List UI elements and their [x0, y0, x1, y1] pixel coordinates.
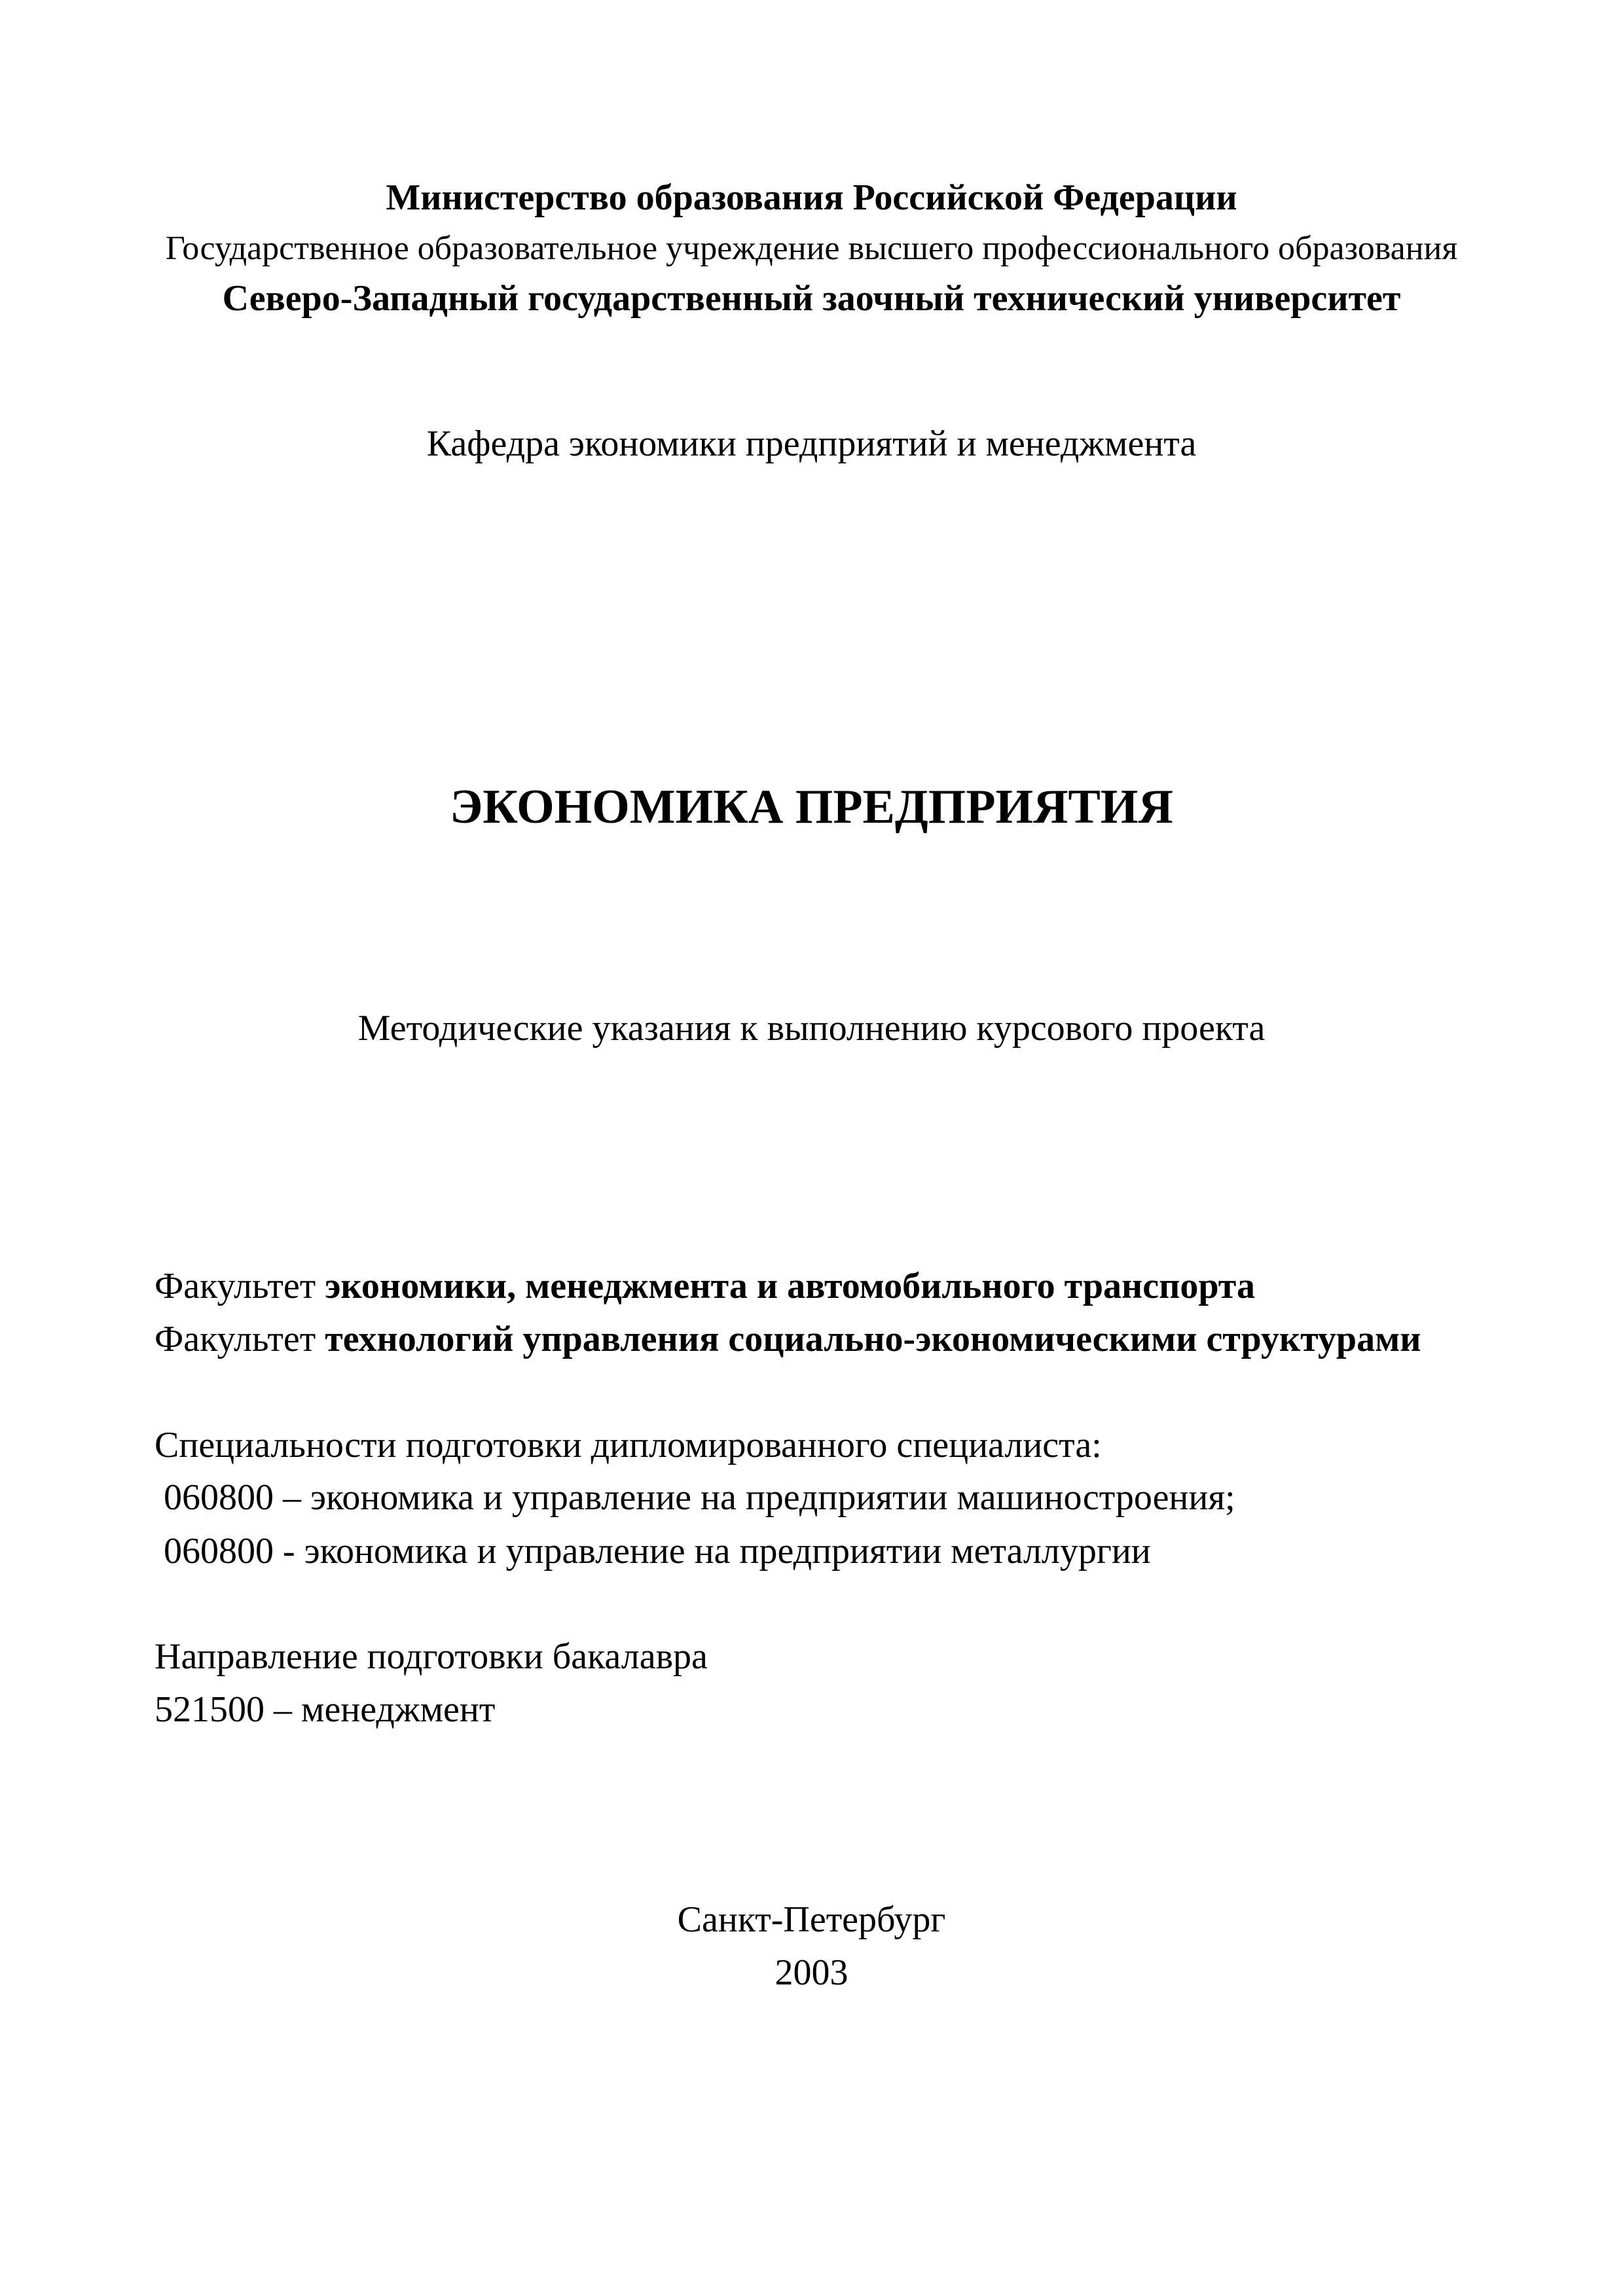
- bachelor-item: 521500 – менеджмент: [155, 1689, 496, 1730]
- faculty-prefix: Факультет: [155, 1319, 325, 1359]
- faculty-prefix: Факультет: [155, 1266, 325, 1306]
- university-name: Северо-Западный государственный заочный технический университет: [222, 278, 1401, 319]
- specialty-item: 060800 - экономика и управление на предприятии металлургии: [155, 1531, 1151, 1571]
- faculty-line-2: [155, 1321, 1421, 1357]
- document-title: ЭКОНОМИКА ПРЕДПРИЯТИЯ: [450, 780, 1173, 834]
- institution-type: Государственное образовательное учреждение высшего профессионального образования: [165, 230, 1458, 267]
- year: 2003: [775, 1952, 848, 1993]
- faculty-name: экономики, менеджмента и автомобильного транспорта: [325, 1266, 1255, 1306]
- faculty-line-1: [155, 1268, 1255, 1304]
- specialties-heading: Специальности подготовки дипломированного специалиста:: [155, 1425, 1102, 1465]
- faculty-name: технологий управления социально-экономическими структурами: [325, 1319, 1421, 1359]
- ministry-name: Министерство образования Российской Федерации: [386, 177, 1237, 218]
- document-subtitle: Методические указания к выполнению курсового проекта: [357, 1008, 1266, 1049]
- city: Санкт-Петербург: [677, 1899, 946, 1940]
- bachelor-heading: Направление подготовки бакалавра: [155, 1636, 708, 1677]
- department-name: Кафедра экономики предприятий и менеджмента: [426, 423, 1197, 464]
- specialty-item: 060800 – экономика и управление на предприятии машиностроения;: [155, 1477, 1235, 1518]
